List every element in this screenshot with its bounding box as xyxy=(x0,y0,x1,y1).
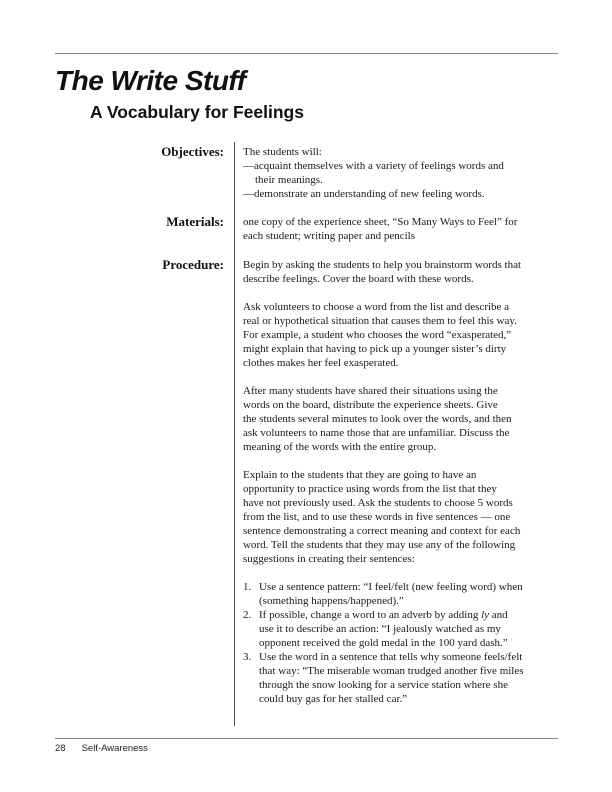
objective-item-1-line-1: —acquaint themselves with a variety of feelings words and xyxy=(243,160,504,172)
objective-item-2: —demonstrate an understanding of new feeling words. xyxy=(243,188,485,200)
procedure-paragraph-1 xyxy=(243,258,555,286)
text-line: For example, a student who chooses the word “exasperated,” xyxy=(243,329,512,341)
column-divider xyxy=(234,142,235,726)
text-line: Use the word in a sentence that tells why someone feels/felt xyxy=(259,651,523,663)
list-number: 1. xyxy=(243,581,252,593)
text-line: and xyxy=(489,609,508,621)
text-line: words on the board, distribute the experience sheets. Give xyxy=(243,399,498,411)
text-line: Begin by asking the students to help you brainstorm words that xyxy=(243,259,522,271)
text-line: real or hypothetical situation that causes them to feel this way. xyxy=(243,315,517,327)
text-line: use it to describe an action: “I jealously watched as my xyxy=(259,623,501,635)
list-item xyxy=(243,608,555,650)
text-line: word. Tell the students that they may use any of the following xyxy=(243,539,516,551)
text-line: from the list, and to use these words in five sentences — one xyxy=(243,511,511,523)
text-line: If possible, change a word to an adverb by adding xyxy=(259,609,482,621)
page-number: 28 xyxy=(55,743,66,754)
bottom-rule xyxy=(55,738,558,739)
text-line: might explain that having to pick up a younger sister’s dirty xyxy=(243,343,507,355)
text-line: opportunity to practice using words from the list that they xyxy=(243,483,497,495)
text-line: have not previously used. Ask the students to choose 5 words xyxy=(243,497,513,509)
text-line: through the snow looking for a service station where she xyxy=(259,679,508,691)
footer-section: Self-Awareness xyxy=(81,743,148,754)
text-line: meaning of the words with the entire group. xyxy=(243,441,437,453)
list-item xyxy=(243,580,555,608)
materials-line-2: each student; writing paper and pencils xyxy=(243,230,415,242)
italic-suffix: ly xyxy=(481,609,490,621)
text-line: After many students have shared their situations using the xyxy=(243,385,498,397)
suggestion-list xyxy=(243,580,555,706)
objectives-section xyxy=(243,145,555,201)
page-footer xyxy=(55,743,148,755)
list-number: 2. xyxy=(243,609,252,621)
text-line: the students several minutes to look over the words, and then xyxy=(243,413,512,425)
procedure-section xyxy=(243,258,555,706)
text-line: Use a sentence pattern: “I feel/felt (new feeling word) when xyxy=(259,581,523,593)
text-line: that way: “The miserable woman trudged another five miles xyxy=(259,665,524,677)
page-title: The Write Stuff xyxy=(55,65,246,96)
text-line: could buy gas for her stalled car.” xyxy=(259,693,408,705)
materials-label: Materials: xyxy=(166,214,224,229)
list-number: 3. xyxy=(243,651,252,663)
text-line: sentence demonstrating a correct meaning and context for each xyxy=(243,525,521,537)
procedure-paragraph-2 xyxy=(243,300,555,370)
top-rule xyxy=(55,53,558,54)
procedure-paragraph-4 xyxy=(243,468,555,566)
list-item xyxy=(243,650,555,706)
materials-section xyxy=(243,215,555,243)
text-line: describe feelings. Cover the board with these words. xyxy=(243,273,474,285)
objectives-label: Objectives: xyxy=(161,144,224,159)
text-line: Ask volunteers to choose a word from the list and describe a xyxy=(243,301,510,313)
materials-line-1: one copy of the experience sheet, “So Many Ways to Feel” for xyxy=(243,216,518,228)
text-line: (something happens/happened).” xyxy=(259,595,404,607)
procedure-paragraph-3 xyxy=(243,384,555,454)
text-line: suggestions in creating their sentences: xyxy=(243,553,415,565)
text-line: Explain to the students that they are going to have an xyxy=(243,469,477,481)
objectives-intro: The students will: xyxy=(243,146,322,158)
objective-item-1 xyxy=(243,159,555,187)
text-line: clothes makes her feel exasperated. xyxy=(243,357,399,369)
procedure-label: Procedure: xyxy=(162,257,224,272)
text-line: ask volunteers to name those that are unfamiliar. Discuss the xyxy=(243,427,510,439)
objective-item-1-line-2: their meanings. xyxy=(255,174,323,186)
text-line: opponent received the gold medal in the 100 yard dash.” xyxy=(259,637,508,649)
page-subtitle: A Vocabulary for Feelings xyxy=(90,102,304,122)
materials-text xyxy=(243,215,555,243)
